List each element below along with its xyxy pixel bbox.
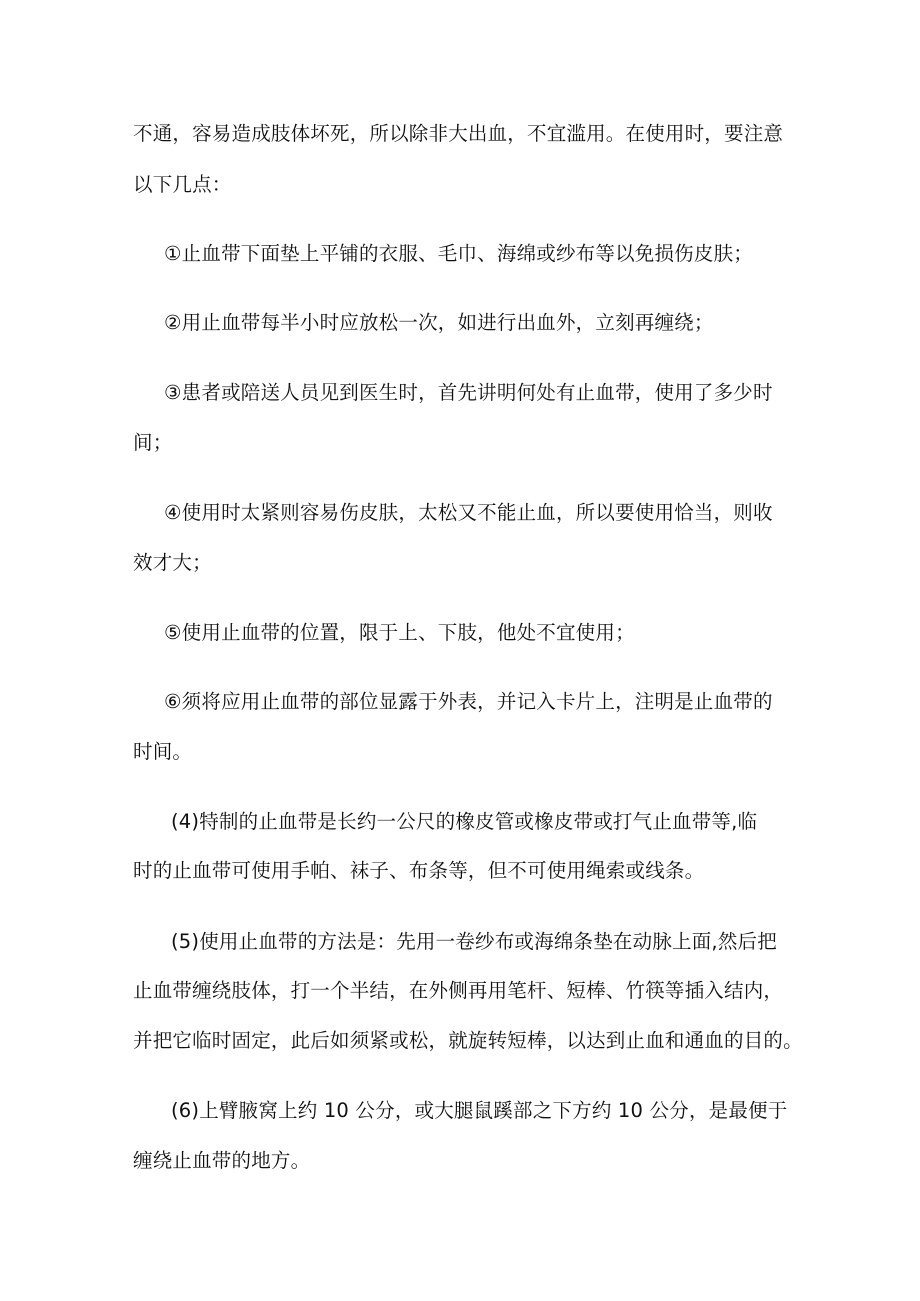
list-item: ④使用时太紧则容易伤皮肤，太松又不能止血，所以要使用恰当，则收 (164, 501, 773, 524)
list-item-continuation: 间； (133, 431, 173, 454)
paragraph-line: 缠绕止血带的地方。 (133, 1149, 311, 1172)
list-item: ⑤使用止血带的位置，限于上、下肢，他处不宜使用； (164, 621, 635, 644)
list-item-continuation: 效才大； (133, 551, 212, 574)
paragraph-line: 止血带缠绕肢体，打一个半结，在外侧再用笔杆、短棒、竹筷等插入结内， (133, 979, 784, 1002)
list-item-continuation: 时间。 (133, 740, 193, 763)
paragraph-line: 时的止血带可使用手帕、袜子、布条等，但不可使用绳索或线条。 (133, 859, 705, 882)
paragraph-line: 并把它临时固定，此后如须紧或松，就旋转短棒，以达到止血和通血的目的。 (133, 1029, 803, 1052)
list-item: ①止血带下面垫上平铺的衣服、毛巾、海绵或纱布等以免损伤皮肤； (164, 242, 753, 265)
numbered-paragraph: (4)特制的止血带是长约一公尺的橡皮管或橡皮带或打气止血带等,临 (171, 810, 758, 833)
numbered-paragraph: (5)使用止血带的方法是：先用一卷纱布或海绵条垫在动脉上面,然后把 (171, 930, 777, 953)
numbered-paragraph: (6)上臂腋窝上约 10 公分，或大腿鼠蹊部之下方约 10 公分，是最便于 (171, 1099, 788, 1122)
paragraph-line: 以下几点： (133, 173, 232, 196)
paragraph-line: 不通，容易造成肢体坏死，所以除非大出血，不宜滥用。在使用时，要注意 (133, 122, 784, 145)
list-item: ⑥须将应用止血带的部位显露于外表，并记入卡片上，注明是止血带的 (164, 690, 773, 713)
list-item: ②用止血带每半小时应放松一次，如进行出血外，立刻再缠绕； (164, 311, 714, 334)
list-item: ③患者或陪送人员见到医生时，首先讲明何处有止血带，使用了多少时 (164, 381, 773, 404)
